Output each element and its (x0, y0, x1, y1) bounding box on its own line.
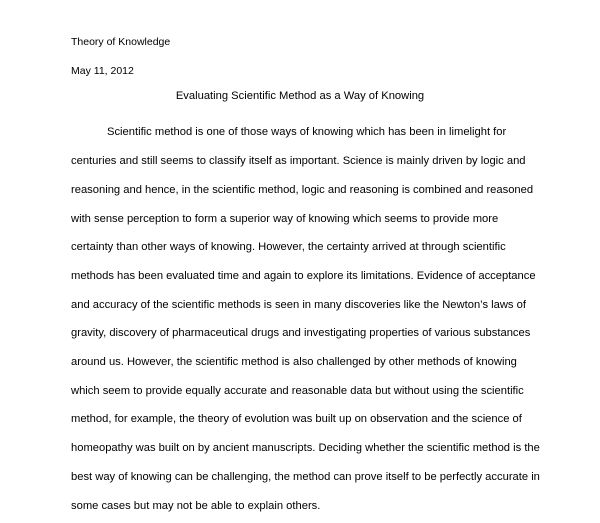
paragraph-line: gravity, discovery of pharmaceutical drugs and investigating properties of various substances (71, 327, 531, 339)
paragraph-line: method, for example, the theory of evolution was built up on observation and the science of (71, 413, 522, 425)
paragraph-line: methods has been evaluated time and again to explore its limitations. Evidence of acceptance (71, 270, 536, 282)
paragraph-line: certainty than other ways of knowing. However, the certainty arrived at through scientific (71, 241, 506, 253)
paragraph-line: reasoning and hence, in the scientific method, logic and reasoning is combined and reasoned (71, 184, 534, 196)
course-name: Theory of Knowledge (71, 36, 171, 48)
paragraph-line: which seem to provide equally accurate and reasonable data but without using the scientific (71, 385, 524, 397)
paragraph-line: with sense perception to form a superior way of knowing which seems to provide more (71, 213, 499, 225)
paragraph-line: around us. However, the scientific method is also challenged by other methods of knowing (71, 356, 517, 368)
paragraph-line: homeopathy was built on by ancient manuscripts. Deciding whether the scientific method is the (71, 442, 540, 454)
paragraph-line: Scientific method is one of those ways of knowing which has been in limelight for (107, 126, 507, 138)
paragraph-line: and accuracy of the scientific methods is seen in many discoveries like the Newton’s laws of (71, 299, 526, 311)
paragraph-line: centuries and still seems to classify itself as important. Science is mainly driven by logic and (71, 155, 526, 167)
paragraph-line: best way of knowing can be challenging, the method can prove itself to be perfectly accurate in (71, 471, 540, 483)
paragraph-line: some cases but may not be able to explain others. (71, 500, 321, 512)
essay-date: May 11, 2012 (71, 65, 134, 77)
essay-title: Evaluating Scientific Method as a Way of Knowing (175, 90, 425, 102)
